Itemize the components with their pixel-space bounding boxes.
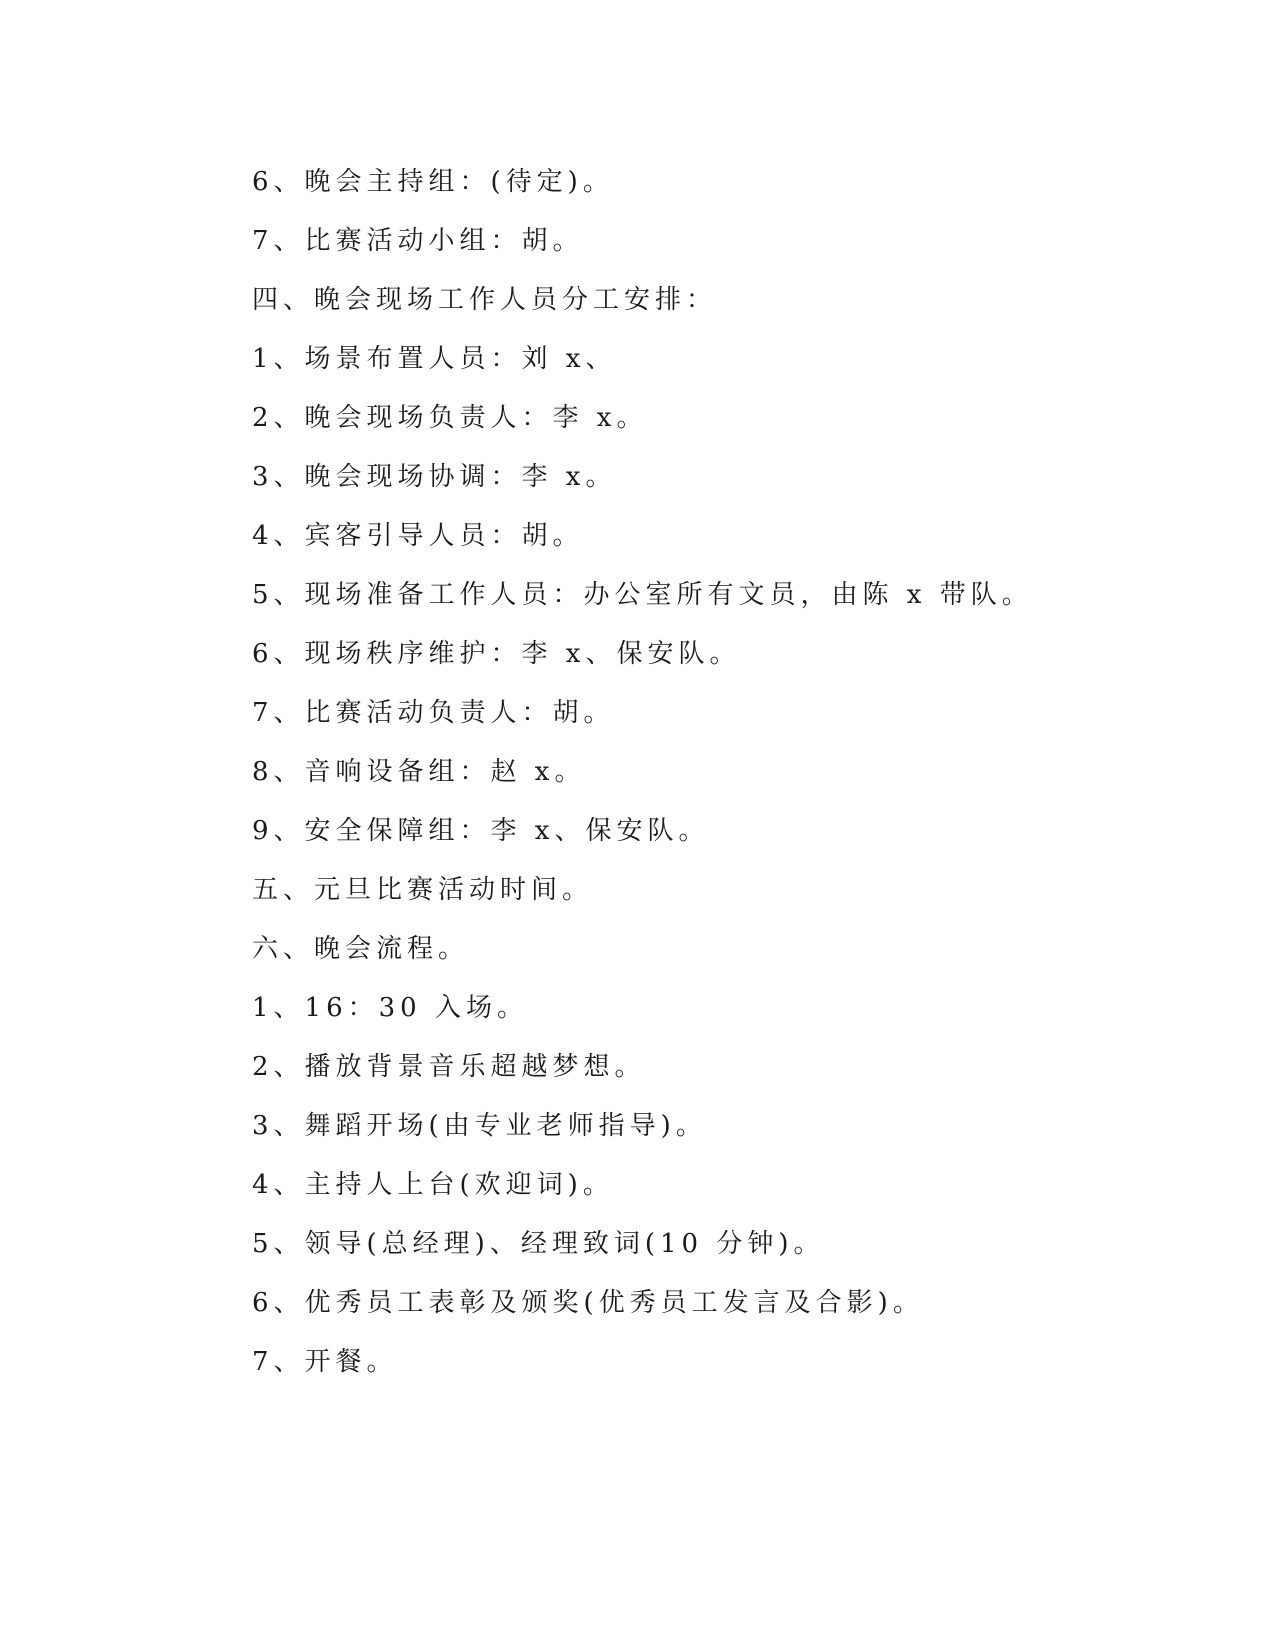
text-line: 5、领导(总经理)、经理致词(10 分钟)。 — [252, 1229, 825, 1259]
text-line: 6、优秀员工表彰及颁奖(优秀员工发言及合影)。 — [252, 1288, 924, 1318]
text-line: 4、宾客引导人员：胡。 — [252, 521, 584, 551]
text-line: 3、晚会现场协调：李 x。 — [252, 462, 617, 492]
text-line: 3、舞蹈开场(由专业老师指导)。 — [252, 1111, 707, 1141]
section-heading: 六、晚会流程。 — [252, 934, 470, 964]
text-line: 6、现场秩序维护：李 x、保安队。 — [252, 639, 741, 669]
text-line: 9、安全保障组：李 x、保安队。 — [252, 816, 710, 846]
text-line: 1、16：30 入场。 — [252, 993, 528, 1023]
text-line: 4、主持人上台(欢迎词)。 — [252, 1170, 614, 1200]
text-line: 7、比赛活动小组：胡。 — [252, 226, 584, 256]
text-line: 5、现场准备工作人员：办公室所有文员，由陈 x 带队。 — [252, 580, 1033, 610]
text-line: 2、晚会现场负责人：李 x。 — [252, 403, 648, 433]
text-line: 7、比赛活动负责人：胡。 — [252, 698, 615, 728]
text-line: 2、播放背景音乐超越梦想。 — [252, 1052, 646, 1082]
section-heading: 四、晚会现场工作人员分工安排： — [252, 285, 718, 315]
text-line: 8、音响设备组：赵 x。 — [252, 757, 586, 787]
section-heading: 五、元旦比赛活动时间。 — [252, 875, 594, 905]
text-line: 7、开餐。 — [252, 1347, 398, 1377]
text-line: 6、晚会主持组：(待定)。 — [252, 167, 614, 197]
text-line: 1、场景布置人员：刘 x、 — [252, 344, 617, 374]
document-body — [252, 160, 1152, 1399]
